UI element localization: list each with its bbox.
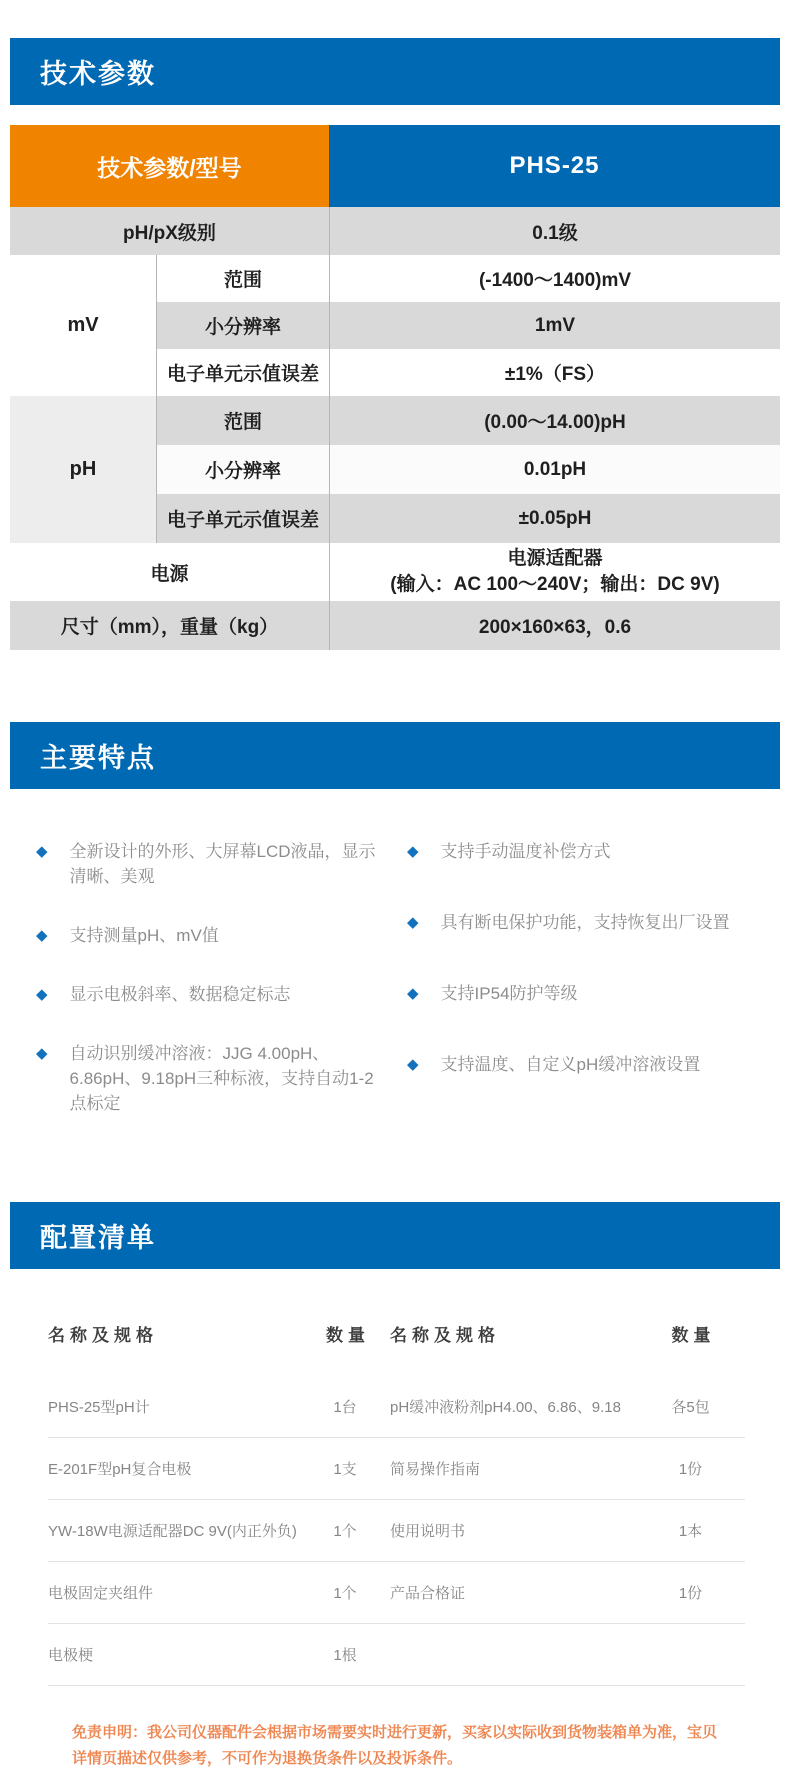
diamond-bullet-icon: ◆ <box>36 986 48 1003</box>
diamond-bullet-icon: ◆ <box>407 985 419 1002</box>
config-item-name: YW-18W电源适配器DC 9V(内正外负) <box>48 1523 297 1540</box>
spec-table <box>10 125 780 650</box>
feature-item <box>407 1052 772 1077</box>
config-section-header <box>10 1202 780 1269</box>
feature-item <box>407 910 772 935</box>
config-row <box>48 1438 745 1500</box>
spec-ph-resolution-value: 0.01pH <box>329 445 780 494</box>
feature-text: 支持IP54防护等级 <box>440 984 578 1003</box>
feature-item <box>36 839 395 889</box>
spec-ph-range-value: (0.00～14.00)pH <box>329 396 780 445</box>
config-item-name: 使用说明书 <box>390 1523 466 1540</box>
spec-ph-range-label: 范围 <box>156 396 329 445</box>
spec-mv-range-label: 范围 <box>156 255 329 302</box>
spec-level-value: 0.1级 <box>329 207 780 255</box>
feature-text: 支持测量pH、mV值 <box>69 926 219 945</box>
config-col-header-name2: 名称及规格 <box>390 1326 500 1345</box>
feature-text: 显示电极斜率、数据稳定标志 <box>69 985 291 1004</box>
config-item-qty: 1支 <box>333 1461 357 1478</box>
spec-power-label: 电源 <box>10 543 329 601</box>
config-row <box>48 1624 745 1686</box>
diamond-bullet-icon: ◆ <box>36 1045 48 1062</box>
config-item-qty: 1份 <box>678 1461 703 1478</box>
features-column-left <box>10 839 395 1150</box>
disclaimer-text: 免责申明：我公司仪器配件会根据市场需要实时进行更新，买家以实际收到货物装箱单为准，宝贝详情页描述仅供参考，不可作为退换货条件以及投诉条件。 <box>72 1724 718 1767</box>
spec-mv-resolution-label: 小分辨率 <box>156 302 329 349</box>
config-col-header-qty2: 数量 <box>671 1326 716 1345</box>
spec-mv-resolution-value: 1mV <box>329 302 780 349</box>
spec-ph-resolution-label: 小分辨率 <box>156 445 329 494</box>
spec-ph-error-value: ±0.05pH <box>329 494 780 543</box>
config-item-qty: 1根 <box>333 1647 357 1664</box>
diamond-bullet-icon: ◆ <box>36 927 48 944</box>
feature-item <box>407 839 772 864</box>
config-header-row <box>48 1321 745 1376</box>
feature-item <box>36 1041 395 1116</box>
diamond-bullet-icon: ◆ <box>407 1056 419 1073</box>
diamond-bullet-icon: ◆ <box>407 843 419 860</box>
spec-group-mv: mV <box>10 255 156 396</box>
config-item-name: 简易操作指南 <box>390 1461 481 1478</box>
spec-header-model: PHS-25 <box>329 125 780 207</box>
config-row <box>48 1376 745 1438</box>
spec-ph-error-label: 电子单元示值误差 <box>156 494 329 543</box>
feature-text: 具有断电保护功能，支持恢复出厂设置 <box>440 913 730 932</box>
config-item-name: E-201F型pH复合电极 <box>48 1461 192 1478</box>
feature-text: 全新设计的外形、大屏幕LCD液晶，显示清晰、美观 <box>69 842 376 886</box>
feature-text: 支持温度、自定义pH缓冲溶液设置 <box>440 1055 701 1074</box>
config-col-header-qty1: 数量 <box>326 1326 370 1345</box>
feature-item <box>407 981 772 1006</box>
config-item-name: 电极梗 <box>48 1647 94 1664</box>
spec-mv-error-value: ±1%（FS） <box>329 349 780 396</box>
config-item-name: PHS-25型pH计 <box>48 1399 150 1416</box>
spec-level-label: pH/pX级别 <box>10 207 329 255</box>
config-item-qty: 各5包 <box>671 1399 710 1416</box>
config-row <box>48 1500 745 1562</box>
config-item-qty: 1个 <box>333 1523 357 1540</box>
config-item-qty: 1本 <box>678 1523 703 1540</box>
config-row <box>48 1562 745 1624</box>
spec-power-value <box>329 543 780 601</box>
spec-group-ph: pH <box>10 396 156 543</box>
spec-mv-range-value: (-1400～1400)mV <box>329 255 780 302</box>
features-section-header <box>10 722 780 789</box>
spec-size-label: 尺寸（mm），重量（kg） <box>10 601 329 650</box>
spec-size-value: 200×160×63，0.6 <box>329 601 780 650</box>
config-item-name <box>390 1649 642 1661</box>
feature-text: 支持手动温度补偿方式 <box>440 842 611 861</box>
config-title: 配置清单 <box>40 1223 156 1253</box>
features-list <box>10 789 780 1150</box>
feature-item <box>36 982 395 1007</box>
tech-params-title: 技术参数 <box>40 59 156 89</box>
diamond-bullet-icon: ◆ <box>407 914 419 931</box>
features-title: 主要特点 <box>40 743 156 773</box>
spec-header-label: 技术参数/型号 <box>10 125 329 207</box>
config-item-name: 产品合格证 <box>390 1585 466 1602</box>
spec-power-value-line2: (输入：AC 100～240V；输出：DC 9V) <box>390 574 720 595</box>
spec-power-value-line1: 电源适配器 <box>507 548 603 570</box>
tech-params-section-header <box>10 38 780 105</box>
config-item-qty: 1台 <box>333 1399 357 1416</box>
config-item-name: pH缓冲液粉剂pH4.00、6.86、9.18 <box>390 1399 621 1416</box>
config-table <box>48 1269 745 1686</box>
diamond-bullet-icon: ◆ <box>36 843 48 860</box>
config-item-qty: 1个 <box>333 1585 357 1602</box>
config-item-qty: 1份 <box>678 1585 703 1602</box>
features-column-right <box>395 839 780 1150</box>
config-item-name: 电极固定夹组件 <box>48 1585 154 1602</box>
feature-item <box>36 923 395 948</box>
config-col-header-name1: 名称及规格 <box>48 1326 158 1345</box>
feature-text: 自动识别缓冲溶液：JJG 4.00pH、6.86pH、9.18pH三种标液，支持自动1-2点标定 <box>69 1044 374 1113</box>
config-item-qty <box>642 1649 745 1661</box>
spec-mv-error-label: 电子单元示值误差 <box>156 349 329 396</box>
